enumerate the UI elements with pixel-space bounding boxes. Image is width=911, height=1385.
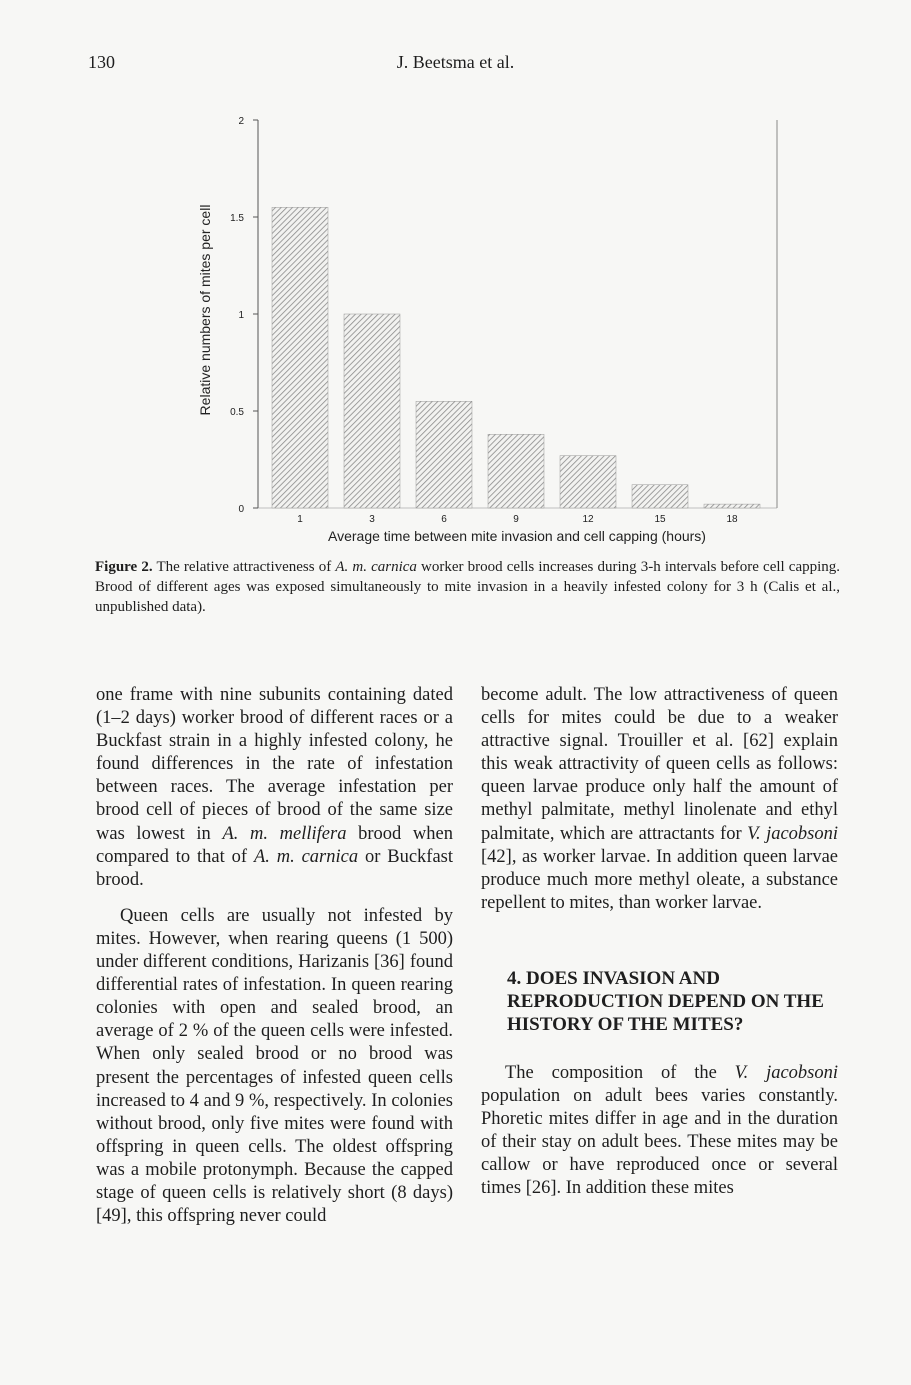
y-tick-label: 2 <box>238 116 244 127</box>
text-run: [42], as worker larvae. In addition queen larvae produce much more methyl oleate, a substance repellent to mites, than worker larvae. <box>481 846 838 913</box>
caption-species: A. m. carnica <box>335 559 417 575</box>
right-column <box>481 684 838 1201</box>
y-tick-label: 1.5 <box>230 213 244 224</box>
x-tick-label: 15 <box>654 514 666 525</box>
running-head: J. Beetsma et al. <box>396 52 515 72</box>
bar <box>488 434 544 508</box>
bar <box>560 456 616 508</box>
y-tick-label: 0 <box>238 504 244 515</box>
figure-label: Figure 2. <box>95 559 153 575</box>
bar <box>272 207 328 508</box>
x-tick-label: 12 <box>582 514 594 525</box>
bar <box>416 401 472 508</box>
bar-chart <box>180 110 800 550</box>
page-number: 130 <box>88 52 115 72</box>
x-tick-label: 1 <box>297 514 303 525</box>
right-paragraph-1 <box>481 684 838 915</box>
left-paragraph-1 <box>96 684 453 892</box>
caption-text-1: The relative attractiveness of <box>156 559 332 575</box>
x-tick-label: 3 <box>369 514 375 525</box>
text-run: become adult. The low attractiveness of queen cells for mites could be due to a weaker attractive signal. Trouiller et al. [62] explain this weak attractivity of queen cells as follows: queen larvae produce only half the amount of methyl palmitate, methyl linolenate and ethyl palmitate, which are attractants for <box>481 685 838 844</box>
bar <box>704 504 760 508</box>
text-run: brood when compared to that of <box>96 823 453 867</box>
species-name: A. m. mellifera <box>222 823 347 844</box>
y-tick-label: 1 <box>238 310 244 321</box>
text-run: population on adult bees varies constantly. Phoretic mites differ in age and in the duration of their stay on adult bees. These mites may be callow or have reproduced once or several times [26]. In addition these mites <box>481 1086 838 1199</box>
text-run: one frame with nine subunits containing dated (1–2 days) worker brood of different races or a Buckfast strain in a highly infested colony, he found differences in the rate of infestation between races. The average infestation per brood cell of pieces of brood of the same size was lowest in <box>96 685 453 844</box>
x-tick-label: 6 <box>441 514 447 525</box>
left-paragraph-2: Queen cells are usually not infested by mites. However, when rearing queens (1 500) under different conditions, Harizanis [36] found differential rates of infestation. In queen rearing colonies with open and sealed brood, an average of 2 % of the queen cells were infested. When only sealed brood or no brood was present the percentages of infested queen cells increased to 4 and 9 %, respectively. In colonies without brood, only five mites were found with offspring in queen cells. The oldest offspring was a mobile protonymph. Because the capped stage of queen cells is relatively short (8 days) [49], this offspring never could <box>96 905 453 1227</box>
y-tick-label: 0.5 <box>230 407 244 418</box>
x-tick-label: 18 <box>726 514 738 525</box>
text-run: The composition of the <box>505 1062 717 1083</box>
y-axis-title: Relative numbers of mites per cell <box>197 204 213 416</box>
bar <box>344 314 400 508</box>
right-paragraph-2 <box>481 1062 838 1201</box>
species-name: A. m. carnica <box>253 846 359 867</box>
species-name: V. jacobsoni <box>734 1062 839 1083</box>
x-axis-title: Average time between mite invasion and cell capping (hours) <box>328 528 706 544</box>
left-column <box>96 684 453 1228</box>
text-run: or Buckfast brood. <box>96 846 454 890</box>
bar <box>632 485 688 508</box>
x-tick-label: 9 <box>513 514 519 525</box>
section-heading: 4. DOES INVASION AND REPRODUCTION DEPEND ON THE HISTORY OF THE MITES? <box>507 967 824 1035</box>
caption-text-2: worker brood cells increases during 3-h intervals before cell capping. Brood of different ages was exposed simultaneously to mite invasion in a heavily infested colony for 3 h (Calis et al., unpublished data). <box>95 559 841 615</box>
figure-caption <box>95 557 840 617</box>
species-name: V. jacobsoni <box>747 823 839 844</box>
